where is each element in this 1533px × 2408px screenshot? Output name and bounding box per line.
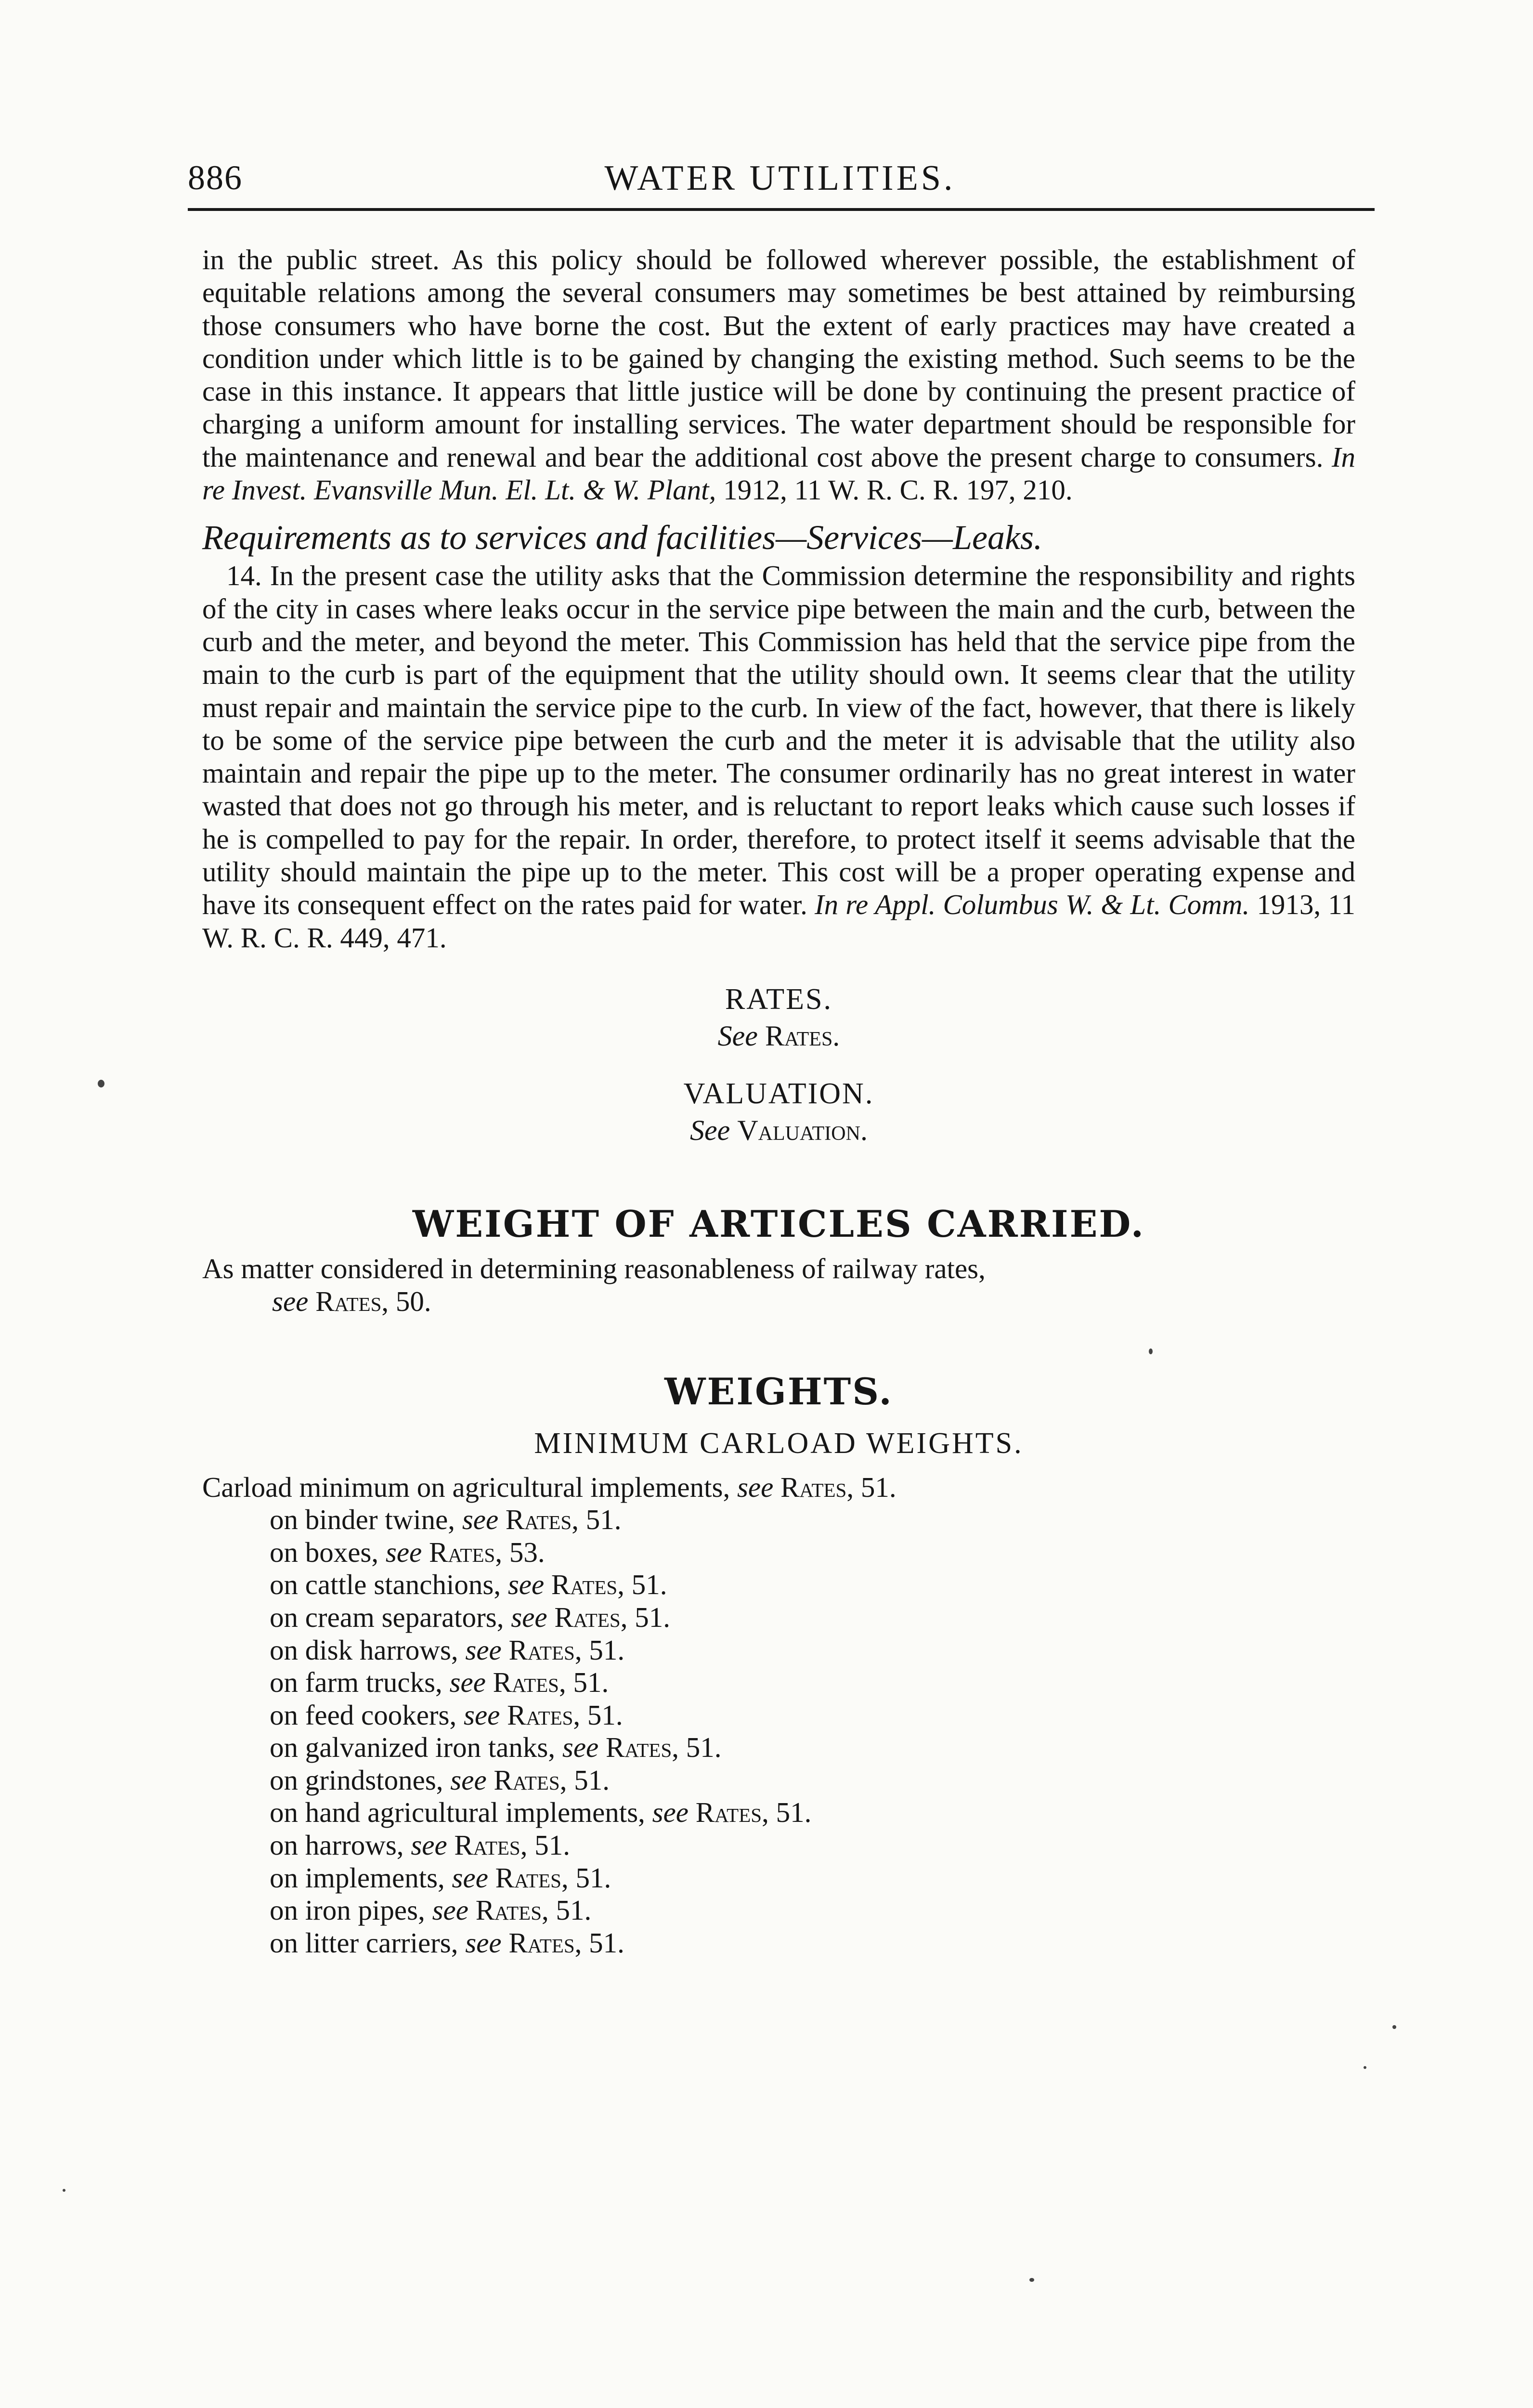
entry-ref: , 51. [617,1569,667,1601]
entry-target[interactable]: Rates [475,1894,542,1926]
entry-target[interactable]: Rates [551,1569,618,1601]
xref-rates-target[interactable]: Rates. [765,1020,840,1052]
entry-ref: , 51. [846,1471,896,1503]
entry-ref: , 51. [520,1829,570,1861]
entry-see: see [462,1504,499,1536]
weights-subheading: MINIMUM CARLOAD WEIGHTS. [534,1426,1024,1460]
entry-target[interactable]: Rates [695,1796,762,1829]
intro-citation: In re Invest. Evansville Mun. El. Lt. & W. Plant, [202,441,1355,506]
xref-valuation-target[interactable]: Valuation. [737,1114,868,1146]
weight-articles-entry [202,1252,1355,1318]
entry-ref: , 53. [495,1536,545,1568]
weight-articles-line1: As matter considered in determining reasonableness of railway rates, [202,1252,986,1284]
carload-entry [202,1862,1355,1895]
scan-speck [1364,2066,1366,2069]
carload-entry [202,1634,1355,1667]
page-number: 886 [188,158,243,197]
scan-speck [1392,2025,1396,2029]
xref-rates-title: RATES. [725,982,832,1016]
entry-target[interactable]: Rates [495,1861,561,1894]
scan-speck [98,1080,104,1087]
carload-entry-list [202,1471,1355,1960]
entry-target[interactable]: Rates [508,1926,575,1959]
entry-label: on cattle stanchions, [270,1569,508,1601]
xref-rates-see [202,1018,1355,1054]
entry-see: see [507,1569,545,1601]
xref-valuation-see-word: See [690,1114,730,1146]
entry-see: see [465,1634,502,1666]
page-body [202,243,1355,1959]
entry-label: on boxes, [270,1536,386,1568]
page-header [188,153,1372,206]
entry-target[interactable]: Rates [493,1666,559,1699]
entry-target[interactable]: Rates [429,1536,495,1568]
carload-entry [202,1927,1355,1960]
entry-label: on implements, [270,1861,452,1894]
intro-paragraph [202,243,1355,506]
intro-citation-ref: 1912, 11 W. R. C. R. 197, 210. [716,474,1073,506]
entry-label: on iron pipes, [270,1894,432,1926]
carload-entry [202,1569,1355,1601]
entry-see: see [465,1926,502,1959]
entry-target[interactable]: Rates [454,1829,520,1861]
weight-articles-target[interactable]: Rates [315,1285,382,1318]
carload-entry [202,1699,1355,1732]
carload-entry [202,1536,1355,1569]
entry-see: see [511,1601,547,1633]
weight-articles-line2 [202,1285,1355,1318]
entry-label: on galvanized iron tanks, [270,1731,562,1764]
running-title: WATER UTILITIES. [604,158,956,198]
entry-target[interactable]: Rates [505,1504,572,1536]
weight-articles-heading: WEIGHT OF ARTICLES CARRIED. [412,1202,1145,1245]
carload-entry [202,1471,1355,1504]
entry-ref: , 51. [542,1894,592,1926]
entry-ref: , 51. [573,1699,623,1731]
carload-entry [202,1731,1355,1764]
entry-ref: , 51. [672,1731,722,1764]
xref-rates [202,981,1355,1054]
carload-entry [202,1829,1355,1862]
entry-see: see [432,1894,468,1926]
section-14-paragraph [202,559,1355,954]
entry-see: see [385,1536,422,1568]
scan-speck [1149,1348,1153,1354]
header-rule [188,208,1375,211]
section-14-text: 14. In the present case the utility asks that the Commission determine the responsibility and rights of the city in cases where leaks occur in the service pipe between the main and the curb, between the curb and the meter, and beyond the meter. This Commission has held that the service pipe from the main to the curb is part of the equipment that the utility should own. It seems clear that the utility must repair and maintain the service pipe to the curb. In view of the fact, however, that there is likely to be some of the service pipe between the curb and the meter it is advisable that the utility also maintain and repair the pipe up to the meter. The consumer ordinarily has no great interest in water wasted that does not go through his meter, and is reluctant to report leaks which cause such losses if he is compelled to pay for the repair. In order, therefore, to protect itself it seems advisable that the utility should maintain the pipe up to the meter. This cost will be a proper operating expense and have its consequent effect on the rates paid for water. [202,560,1355,921]
xref-valuation-see [202,1112,1355,1149]
entry-see: see [449,1666,486,1699]
section-14-citation-ref: 1913, 11 W. R. C. R. 449, 471. [202,889,1356,954]
entry-see: see [452,1861,488,1894]
carload-entry [202,1504,1355,1536]
entry-label: Carload minimum on agricultural implements, [202,1471,737,1503]
scan-speck [63,2189,65,2192]
carload-entry [202,1601,1355,1634]
entry-ref: , 51. [559,1764,610,1796]
xref-valuation-title: VALUATION. [683,1077,874,1110]
entry-see: see [411,1829,447,1861]
entry-ref: , 51. [561,1861,611,1894]
xref-rates-see-word: See [717,1020,758,1052]
carload-entry [202,1666,1355,1699]
entry-label: on litter carriers, [270,1926,466,1959]
entry-label: on harrows, [270,1829,411,1861]
entry-ref: , 51. [574,1926,624,1959]
entry-ref: , 51. [559,1666,609,1699]
entry-ref: , 51. [574,1634,625,1666]
entry-label: on grindstones, [270,1764,451,1796]
entry-see: see [464,1699,500,1731]
entry-label: on cream separators, [270,1601,511,1633]
entry-ref: , 51. [572,1504,622,1536]
entry-target[interactable]: Rates [554,1601,621,1633]
entry-label: on feed cookers, [270,1699,464,1731]
entry-target[interactable]: Rates [605,1731,672,1764]
entry-see: see [562,1731,599,1764]
xref-valuation [202,1075,1355,1149]
entry-target[interactable]: Rates [507,1699,573,1731]
carload-entry [202,1764,1355,1797]
entry-see: see [450,1764,487,1796]
carload-entry [202,1796,1355,1829]
entry-target[interactable]: Rates [494,1764,560,1796]
section-14-heading: Requirements as to services and facilities—Services—Leaks. [202,518,1042,557]
weights-heading: WEIGHTS. [664,1370,893,1413]
entry-label: on farm trucks, [270,1666,450,1699]
carload-entry [202,1894,1355,1927]
entry-label: on binder twine, [270,1504,462,1536]
entry-target[interactable]: Rates [780,1471,847,1503]
entry-label: on hand agricultural implements, [270,1796,652,1829]
section-14-citation: In re Appl. Columbus W. & Lt. Comm. [814,889,1250,921]
entry-ref: , 51. [762,1796,812,1829]
entry-see: see [652,1796,689,1829]
weight-articles-ref: , 50. [381,1285,431,1318]
weight-articles-see: see [272,1285,309,1318]
entry-target[interactable]: Rates [508,1634,575,1666]
entry-see: see [737,1471,774,1503]
entry-label: on disk harrows, [270,1634,466,1666]
entry-ref: , 51. [620,1601,670,1633]
intro-text: in the public street. As this policy should be followed wherever possible, the establishment of equitable relations among the several consumers may sometimes be best attained by reimbursing those consumers who have borne the cost. But the extent of early practices may have created a condition under which little is to be gained by changing the existing method. Such seems to be the case in this instance. It appears that little justice will be done by continuing the present practice of charging a uniform amount for installing services. The water department should be responsible for the maintenance and renewal and bear the additional cost above the present charge to consumers. [202,244,1355,473]
scan-speck [1029,2278,1034,2282]
